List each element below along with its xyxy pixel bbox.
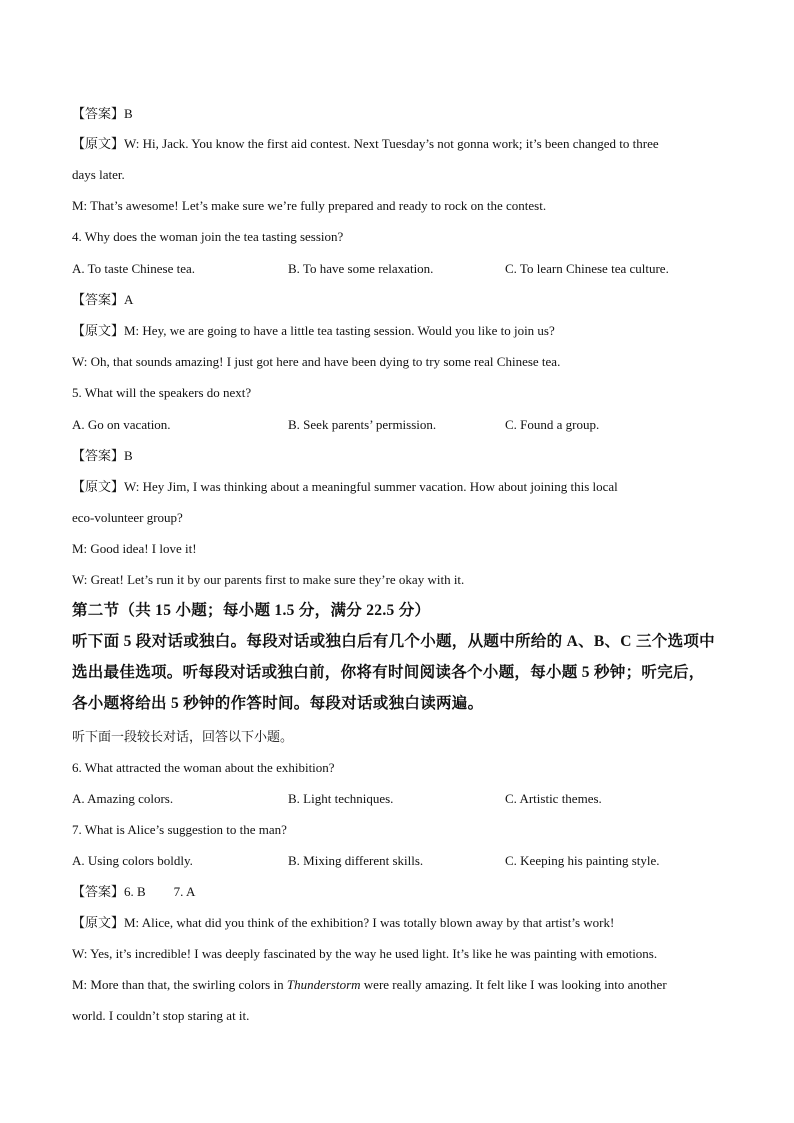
transcript-3-line-1: 【原文】W: Hi, Jack. You know the first aid contest. Next Tuesday’s not gonna work; it’s been changed to three: [72, 136, 659, 151]
painting-title: Thunderstorm: [286, 977, 361, 992]
question-4-option-c: C. To learn Chinese tea culture.: [505, 261, 669, 276]
question-6: 6. What attracted the woman about the exhibition?: [72, 760, 335, 775]
long-dialogue-instruction: 听下面一段较长对话，回答以下小题。: [72, 729, 294, 744]
question-4-option-a: A. To taste Chinese tea.: [72, 261, 196, 276]
answer-4: 【答案】A: [72, 292, 134, 307]
question-6-option-b: B. Light techniques.: [288, 791, 394, 806]
transcript-3-line-3: M: That’s awesome! Let’s make sure we’re fully prepared and ready to rock on the contest.: [72, 198, 547, 213]
transcript-6-7-line-3: [72, 978, 667, 991]
transcript-4-line-2: W: Oh, that sounds amazing! I just got here and have been dying to try some real Chinese tea.: [72, 354, 561, 369]
answer-5: 【答案】B: [72, 448, 133, 463]
transcript-3-line-2: days later.: [72, 167, 125, 182]
transcript-5-line-4: W: Great! Let’s run it by our parents first to make sure they’re okay with it.: [72, 572, 465, 587]
transcript-6-7-line-2: W: Yes, it’s incredible! I was deeply fascinated by the way he used light. It’s like he was painting with emotions.: [72, 946, 658, 961]
transcript-5-line-3: M: Good idea! I love it!: [72, 541, 197, 556]
transcript-6-7-line-1: 【原文】M: Alice, what did you think of the exhibition? I was totally blown away by that artist’s work!: [72, 915, 615, 930]
question-6-option-c: C. Artistic themes.: [505, 791, 602, 806]
section-2-instruction-2: 选出最佳选项。听每段对话或独白前，你将有时间阅读各个小题，每小题 5 秒钟；听完后，: [72, 664, 705, 681]
question-7: 7. What is Alice’s suggestion to the man?: [72, 822, 287, 837]
section-2-instruction-3: 各小题将给出 5 秒钟的作答时间。每段对话或独白读两遍。: [72, 695, 484, 712]
answer-7: 7. A: [173, 884, 196, 899]
question-5-option-c: C. Found a group.: [505, 417, 600, 432]
transcript-5-line-2: eco-volunteer group?: [72, 510, 183, 525]
question-5-option-b: B. Seek parents’ permission.: [288, 417, 437, 432]
transcript-text: M: More than that, the swirling colors in: [72, 977, 287, 992]
question-5: 5. What will the speakers do next?: [72, 385, 252, 400]
question-7-option-b: B. Mixing different skills.: [288, 853, 424, 868]
answer-6: 【答案】6. B: [72, 884, 146, 899]
question-6-option-a: A. Amazing colors.: [72, 791, 174, 806]
transcript-6-7-line-4: world. I couldn’t stop staring at it.: [72, 1008, 250, 1023]
question-7-option-c: C. Keeping his painting style.: [505, 853, 660, 868]
question-4: 4. Why does the woman join the tea tasting session?: [72, 229, 344, 244]
section-2-instruction-1: 听下面 5 段对话或独白。每段对话或独白后有几个小题，从题中所给的 A、B、C 三个选项中: [72, 633, 715, 650]
question-7-option-a: A. Using colors boldly.: [72, 853, 193, 868]
transcript-5-line-1: 【原文】W: Hey Jim, I was thinking about a meaningful summer vacation. How about joining this local: [72, 479, 618, 494]
answer-3: 【答案】B: [72, 106, 133, 121]
question-4-option-b: B. To have some relaxation.: [288, 261, 434, 276]
question-5-option-a: A. Go on vacation.: [72, 417, 171, 432]
transcript-text: were really amazing. It felt like I was looking into another: [360, 977, 667, 992]
section-2-title: 第二节（共 15 小题；每小题 1.5 分，满分 22.5 分）: [72, 602, 431, 619]
transcript-4-line-1: 【原文】M: Hey, we are going to have a little tea tasting session. Would you like to join us?: [72, 323, 555, 338]
answer-6-7: [72, 885, 195, 898]
